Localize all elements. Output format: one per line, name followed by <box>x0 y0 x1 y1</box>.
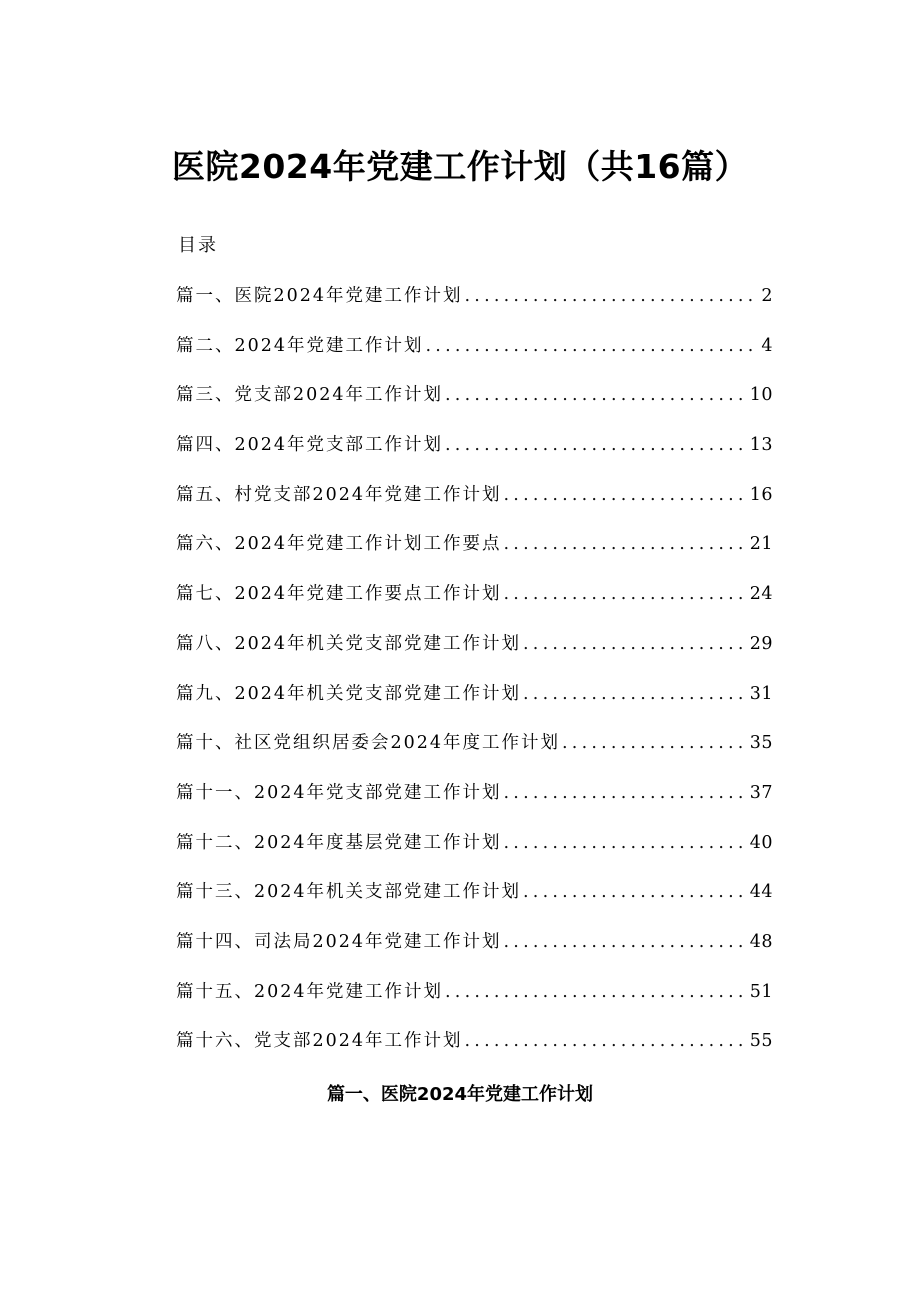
toc-entry-4[interactable] <box>176 431 773 481</box>
toc-entry-page: 35 <box>749 733 773 754</box>
toc-entry-page: 2 <box>761 286 773 306</box>
toc-entry-7[interactable] <box>176 580 773 630</box>
toc-heading: 目录 <box>178 235 218 256</box>
toc-entry-14[interactable] <box>176 928 773 978</box>
toc-entry-label: 篇十四、司法局2024年党建工作计划 <box>176 931 502 952</box>
toc-entry-page: 10 <box>749 385 773 406</box>
toc-entry-11[interactable] <box>176 779 773 829</box>
toc-entry-label: 篇三、党支部2024年工作计划 <box>176 385 444 406</box>
toc-dot-leader <box>504 829 748 857</box>
toc-entry-page: 51 <box>749 981 773 1002</box>
toc-entry-page: 13 <box>749 435 773 456</box>
toc-dot-leader <box>504 779 748 807</box>
toc-entry-label: 篇二、2024年党建工作计划 <box>176 335 424 356</box>
toc-entry-label: 篇七、2024年党建工作要点工作计划 <box>176 584 502 605</box>
toc-entry-8[interactable] <box>176 630 773 680</box>
toc-entry-page: 21 <box>749 534 773 555</box>
toc-entry-label: 篇五、村党支部2024年党建工作计划 <box>176 484 502 505</box>
toc-entry-label: 篇十二、2024年度基层党建工作计划 <box>176 832 502 853</box>
toc-entry-16[interactable] <box>176 1027 773 1077</box>
toc-entry-label: 篇十六、党支部2024年工作计划 <box>176 1031 463 1052</box>
toc-entry-label: 篇十一、2024年党支部党建工作计划 <box>176 782 502 803</box>
toc-entry-6[interactable] <box>176 530 773 580</box>
toc-entry-3[interactable] <box>176 381 773 431</box>
toc-entry-label: 篇十三、2024年机关支部党建工作计划 <box>176 882 522 903</box>
toc-entry-label: 篇四、2024年党支部工作计划 <box>176 435 444 456</box>
toc-entry-page: 31 <box>749 683 773 704</box>
toc-entry-label: 篇九、2024年机关党支部党建工作计划 <box>176 683 522 704</box>
toc-entry-label: 篇六、2024年党建工作计划工作要点 <box>176 534 502 555</box>
toc-dot-leader <box>445 381 748 409</box>
toc-dot-leader <box>445 431 748 459</box>
toc-entry-page: 37 <box>749 782 773 803</box>
toc-entry-12[interactable] <box>176 829 773 879</box>
toc-dot-leader <box>504 481 748 509</box>
toc-entry-15[interactable] <box>176 978 773 1028</box>
toc-entry-10[interactable] <box>176 729 773 779</box>
toc-dot-leader <box>523 630 748 658</box>
document-title: 医院2024年党建工作计划（共16篇） <box>171 147 749 186</box>
table-of-contents <box>176 282 773 1077</box>
toc-dot-leader <box>504 580 748 608</box>
toc-dot-leader <box>465 282 760 310</box>
toc-entry-13[interactable] <box>176 878 773 928</box>
section-heading: 篇一、医院2024年党建工作计划 <box>326 1084 594 1105</box>
toc-entry-page: 44 <box>749 882 773 903</box>
toc-dot-leader <box>445 978 748 1006</box>
toc-entry-1[interactable] <box>176 282 773 332</box>
toc-entry-page: 24 <box>749 584 773 605</box>
toc-dot-leader <box>465 1027 748 1055</box>
toc-entry-5[interactable] <box>176 481 773 531</box>
toc-dot-leader <box>426 332 760 360</box>
toc-entry-9[interactable] <box>176 680 773 730</box>
toc-entry-page: 48 <box>749 931 773 952</box>
toc-entry-page: 4 <box>761 335 773 356</box>
toc-dot-leader <box>504 928 748 956</box>
toc-dot-leader <box>523 878 748 906</box>
toc-entry-page: 16 <box>749 484 773 505</box>
toc-entry-page: 40 <box>749 832 773 853</box>
toc-entry-label: 篇一、医院2024年党建工作计划 <box>176 286 463 306</box>
toc-entry-page: 29 <box>749 633 773 654</box>
toc-entry-label: 篇十五、2024年党建工作计划 <box>176 981 444 1002</box>
toc-dot-leader <box>562 729 748 757</box>
toc-dot-leader <box>523 680 748 708</box>
toc-entry-2[interactable] <box>176 332 773 382</box>
toc-entry-label: 篇十、社区党组织居委会2024年度工作计划 <box>176 733 561 754</box>
toc-dot-leader <box>504 530 748 558</box>
toc-entry-label: 篇八、2024年机关党支部党建工作计划 <box>176 633 522 654</box>
toc-entry-page: 55 <box>749 1031 773 1052</box>
